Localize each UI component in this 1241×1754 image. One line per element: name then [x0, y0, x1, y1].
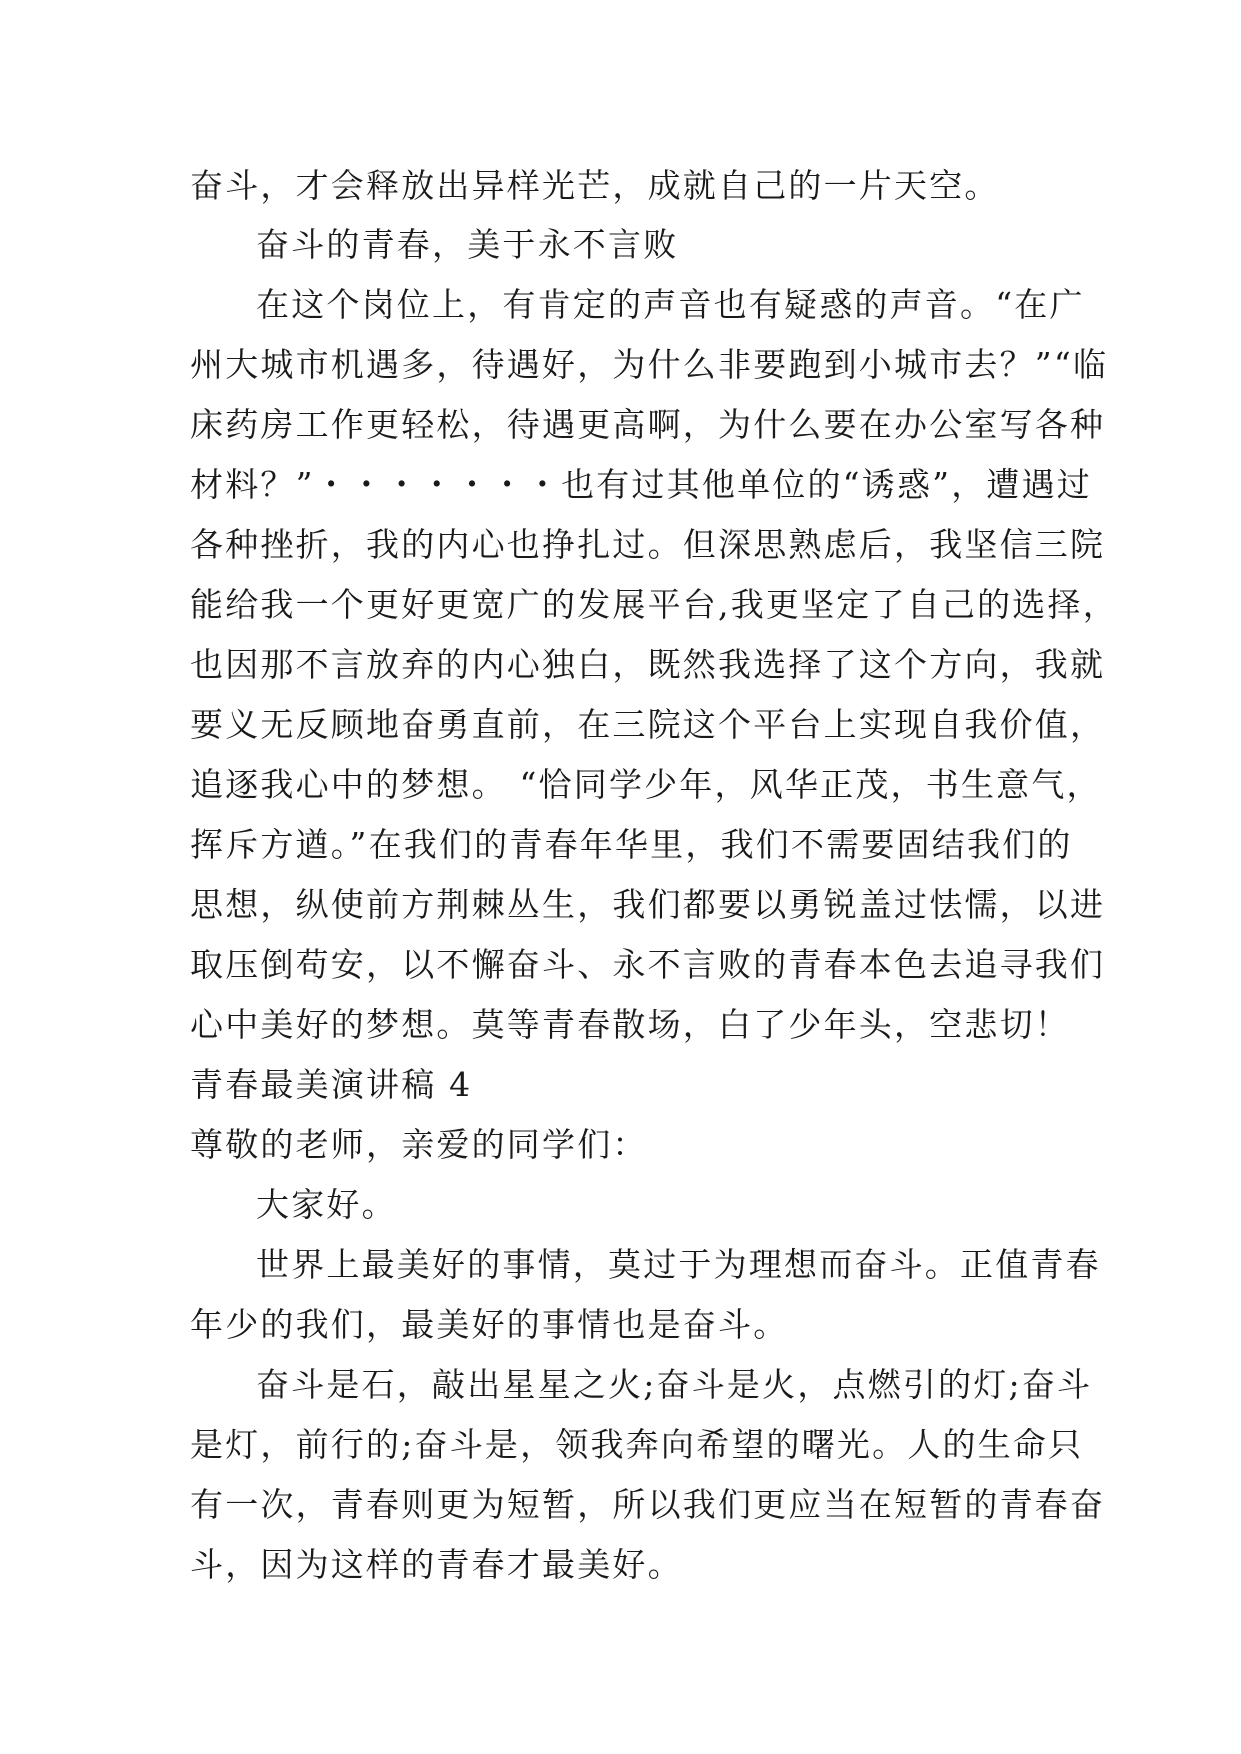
- text-line: 各种挫折，我的内心也挣扎过。但深思熟虑后，我坚信三院: [190, 525, 1106, 564]
- text-line: 材料？”・・・・・・・也有过其他单位的“诱惑”，遭遇过: [190, 465, 1093, 504]
- text-line: 奋斗是石，敲出星星之火;奋斗是火，点燃引的灯;奋斗: [256, 1365, 1093, 1404]
- text-line: 思想，纵使前方荆棘丛生，我们都要以勇锐盖过怯懦，以进: [190, 885, 1106, 924]
- text-line: 世界上最美好的事情，莫过于为理想而奋斗。正值青春: [256, 1245, 1101, 1284]
- salutation: 尊敬的老师，亲爱的同学们：: [190, 1125, 648, 1164]
- text-line: 奋斗，才会释放出异样光芒，成就自己的一片天空。: [190, 166, 1000, 205]
- text-line: 能给我一个更好更宽广的发展平台,我更坚定了自己的选择，: [190, 585, 1118, 624]
- text-line: 年少的我们，最美好的事情也是奋斗。: [190, 1305, 789, 1344]
- section-heading: 青春最美演讲稿 4: [190, 1065, 473, 1104]
- text-line: 床药房工作更轻松，待遇更高啊，为什么要在办公室写各种: [190, 405, 1106, 444]
- text-line: 取压倒苟安，以不懈奋斗、永不言败的青春本色去追寻我们: [190, 945, 1106, 984]
- text-line: 在这个岗位上，有肯定的声音也有疑惑的声音。“在广: [256, 285, 1085, 324]
- text-line: 斗，因为这样的青春才最美好。: [190, 1545, 683, 1584]
- text-line: 有一次，青春则更为短暂，所以我们更应当在短暂的青春奋: [190, 1485, 1106, 1524]
- text-line: 心中美好的梦想。莫等青春散场，白了少年头，空悲切！: [190, 1005, 1070, 1044]
- greeting: 大家好。: [256, 1185, 397, 1224]
- text-line: 也因那不言放弃的内心独白，既然我选择了这个方向，我就: [190, 645, 1106, 684]
- text-line: 挥斥方遒。”在我们的青春年华里，我们不需要固结我们的: [190, 825, 1073, 864]
- text-line: 州大城市机遇多，待遇好，为什么非要跑到小城市去？”“临: [190, 345, 1109, 384]
- section-subtitle: 奋斗的青春，美于永不言败: [256, 225, 679, 264]
- text-line: 是灯，前行的;奋斗是，领我奔向希望的曙光。人的生命只: [190, 1425, 1084, 1464]
- text-line: 追逐我心中的梦想。 “恰同学少年，风华正茂，书生意气，: [190, 765, 1102, 804]
- text-line: 要义无反顾地奋勇直前，在三院这个平台上实现自我价值，: [190, 705, 1106, 744]
